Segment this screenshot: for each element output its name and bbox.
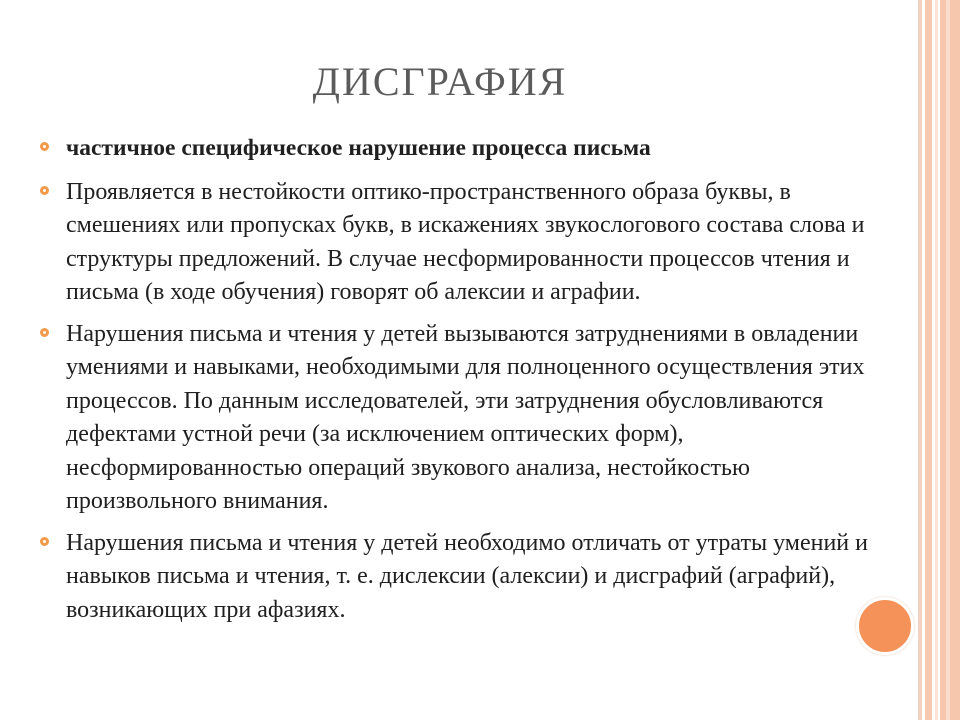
bullet-list [40, 132, 890, 635]
decor-stripe-3 [935, 0, 938, 720]
list-item [40, 132, 890, 166]
decor-circle [856, 597, 914, 655]
list-item [40, 176, 890, 310]
decor-stripe-2 [925, 0, 932, 720]
bullet-text: Нарушения письма и чтения у детей вызываются затруднениями в овладении умениями и навыками, необходимыми для полноценного осуществления этих процессов. По данным исследователей, эти затруднения обусловливаются дефектами устной речи (за исключением оптических форм), несформированностью операций звукового анализа, нестойкостью произвольного внимания. [66, 320, 865, 514]
bullet-text: Нарушения письма и чтения у детей необходимо отличать от утраты умений и навыков письма и чтения, т. е. дислексии (алексии) и дисграфий (аграфий), возникающих при афазиях. [66, 529, 868, 623]
bullet-circle-icon [40, 142, 49, 151]
list-item [40, 318, 890, 519]
list-item [40, 527, 890, 628]
decor-stripe-4 [940, 0, 960, 720]
bullet-text: частичное специфическое нарушение процесса письма [66, 135, 651, 161]
bullet-text: Проявляется в нестойкости оптико-пространственного образа буквы, в смешениях или пропусках букв, в искажениях звукослогового состава слова и структуры предложений. В случае несформированности процессов чтения и письма (в ходе обучения) говорят об алексии и аграфии. [66, 178, 865, 305]
decor-stripe-1 [918, 0, 922, 720]
bullet-circle-icon [40, 537, 49, 546]
bullet-circle-icon [40, 328, 49, 337]
decor-stripe-5 [946, 0, 950, 720]
bullet-circle-icon [40, 186, 49, 195]
slide-title: ДИСГРАФИЯ [312, 59, 568, 104]
